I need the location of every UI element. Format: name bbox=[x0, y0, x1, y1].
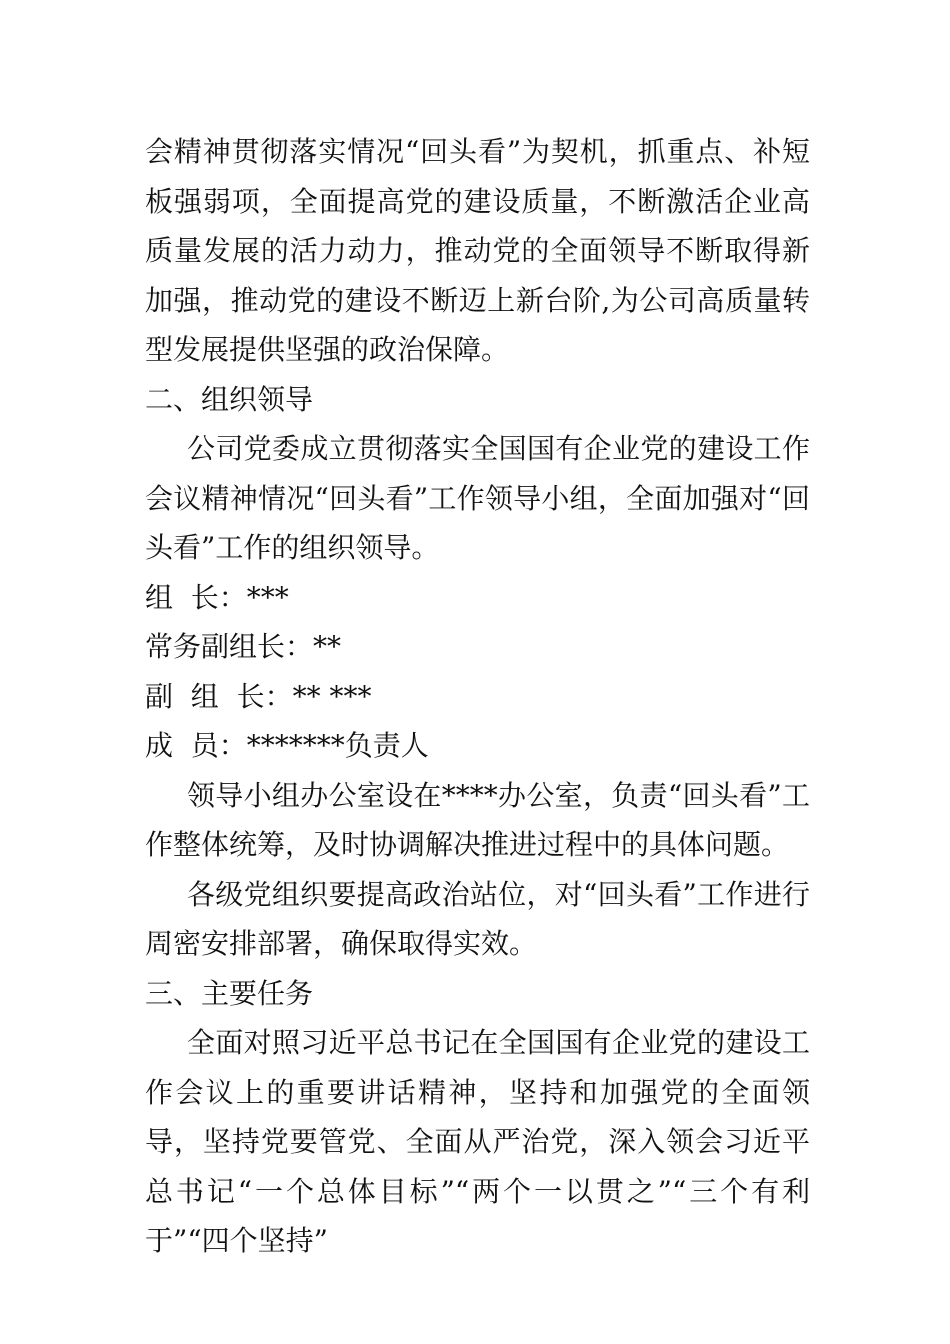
section-heading-tasks: 三、主要任务 bbox=[145, 976, 314, 1010]
requirement-paragraph: 各级党组织要提高政治站位，对“回头看”工作进行周密安排部署，确保取得实效。 bbox=[145, 877, 810, 960]
organization-paragraph: 公司党委成立贯彻落实全国国有企业党的建设工作会议精神情况“回头看”工作领导小组，全面加强对“回头看”工作的组织领导。 bbox=[145, 432, 810, 564]
section-heading-organization: 二、组织领导 bbox=[145, 382, 314, 416]
document-body bbox=[145, 127, 810, 1266]
intro-paragraph: 会精神贯彻落实情况“回头看”为契机，抓重点、补短板强弱项，全面提高党的建设质量，不断激活企业高质量发展的活力动力，推动党的全面领导不断取得新加强，推动党的建设不断迈上新台阶,为公司高质量转型发展提供坚强的政治保障。 bbox=[145, 135, 810, 366]
member-leader: 组 长：*** bbox=[145, 580, 289, 614]
member-executive-deputy: 常务副组长：** bbox=[145, 630, 342, 663]
member-deputy: 副 组 长：** *** bbox=[145, 679, 372, 713]
member-members: 成 员：*******负责人 bbox=[145, 729, 429, 762]
office-paragraph: 领导小组办公室设在****办公室，负责“回头看”工作整体统筹，及时协调解决推进过程中的具体问题。 bbox=[145, 778, 810, 861]
tasks-paragraph: 全面对照习近平总书记在全国国有企业党的建设工作会议上的重要讲话精神，坚持和加强党的全面领导，坚持党要管党、全面从严治党，深入领会习近平总书记“一个总体目标”“两个一以贯之”“三个有利于”“四个坚持” bbox=[145, 1026, 810, 1257]
